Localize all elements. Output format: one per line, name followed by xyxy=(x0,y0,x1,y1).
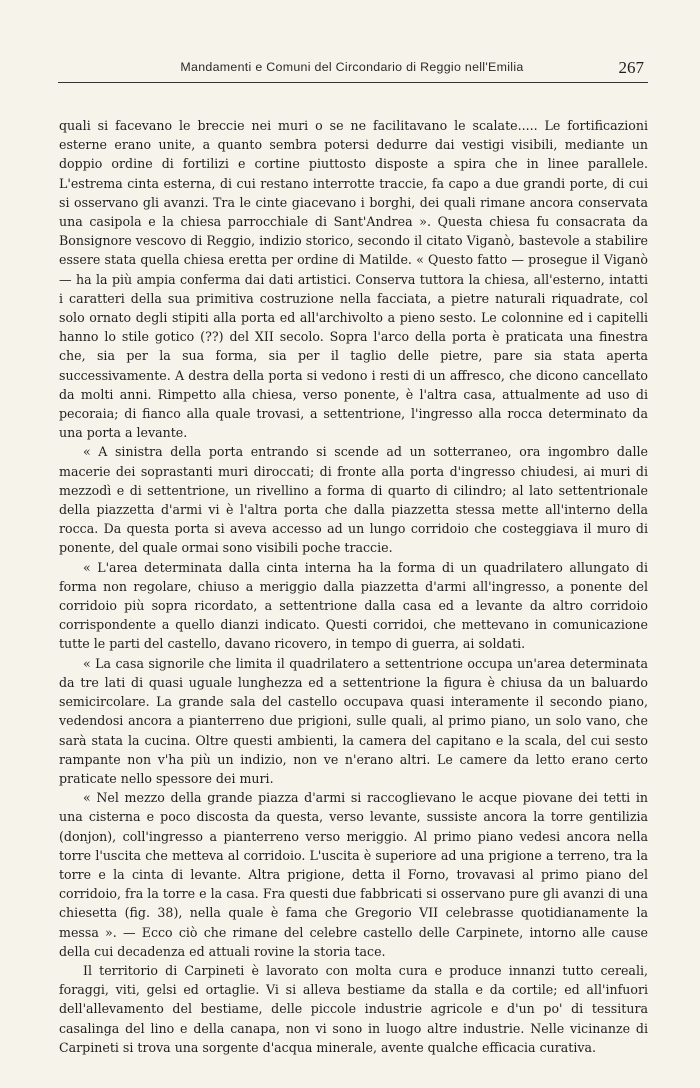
paragraph: « Nel mezzo della grande piazza d'armi si raccoglievano le acque piovane dei tetti in una cisterna e poco discosta da questa, verso levante, sussiste ancora la torre gentilizia (donjon), coll'ingresso a pianterreno verso meriggio. Al primo piano vedesi ancora nella torre l'uscita che metteva al corridoio. L'uscita è superiore ad una prigione a terreno, tra la torre e la cinta di levante. Altra prigione, detta il Forno, trovavasi al primo piano del corridoio, fra la torre e la casa. Fra questi due fabbricati si osservano pure gli avanzi di una chiesetta (fig. 38), nella quale è fama che Gregorio VII celebrasse quotidianamente la messa ». — Ecco ciò che rimane del celebre castello delle Carpinete, intorno alle cause della cui decadenza ed attuali rovine la storia tace. xyxy=(59,790,648,959)
page-number: 267 xyxy=(618,58,644,77)
paragraph: « L'area determinata dalla cinta interna ha la forma di un quadrilatero allungato di forma non regolare, chiuso a meriggio dalla piazzetta d'armi all'ingresso, a ponente del corridoio più sopra ricordato, a settentrione dalla casa ed a levante da altro corridoio corrispondente a quello dianzi indicato. Questi corridoi, che mettevano in comunicazione tutte le parti del castello, davano ricovero, in tempo di guerra, ai soldati. xyxy=(59,559,648,652)
running-title: Mandamenti e Comuni del Circondario di Reggio nell'Emilia xyxy=(180,60,524,74)
paragraph: « A sinistra della porta entrando si scende ad un sotterraneo, ora ingombro dalle macerie dei soprastanti muri diroccati; di fronte alla porta d'ingresso chiudesi, ai muri di mezzodì e di settentrione, un rivellino a forma di quarto di cilindro; al lato settentrionale della piazzetta d'armi vi è l'altra porta che dalla piazzetta stessa mette all'interno della rocca. Da questa porta si aveva accesso ad un lungo corridoio che costeggiava il muro di ponente, del quale ormai sono visibili poche traccie. xyxy=(59,444,648,556)
header-rule xyxy=(58,82,648,83)
page-header xyxy=(60,58,644,80)
paragraph: quali si facevano le breccie nei muri o se ne facilitavano le scalate..... Le fortificazioni esterne erano unite, a quanto sembra potersi dedurre dai vestigi visibili, mediante un doppio ordine di fortilizi e cortine piuttosto disposte a spira che in linee parallele. L'estrema cinta esterna, di cui restano interrotte traccie, fa capo a due grandi porte, di cui si osservano gli avanzi. Tra le cinte giacevano i borghi, dei quali rimane ancora conservata una casipola e la chiesa parrocchiale di Sant'Andrea ». Questa chiesa fu consacrata da Bonsignore vescovo di Reggio, indizio storico, secondo il citato Viganò, bastevole a stabilire essere stata quella chiesa eretta per ordine di Matilde. « Questo fatto — prosegue il Viganò — ha la più ampia conferma dai dati artistici. Conserva tuttora la chiesa, all'esterno, intatti i caratteri della sua primitiva costruzione nella facciata, a pietre naturali riquadrate, col solo ornato degli stipiti alla porta ed all'archivolto a pieno sesto. Le colonnine ed i capitelli hanno lo stile gotico (??) del XII secolo. Sopra l'arco della porta è praticata una finestra che, sia per la sua forma, sia per il taglio delle pietre, pare sia stata aperta successivamente. A destra della porta si vedono i resti di un affresco, che dicono cancellato da molti anni. Rimpetto alla chiesa, verso ponente, è l'altra casa, attualmente ad uso di pecoraia; di fianco alla quale trovasi, a settentrione, l'ingresso alla rocca determinato da una porta a levante. xyxy=(59,118,648,441)
paragraph: Il territorio di Carpineti è lavorato con molta cura e produce innanzi tutto cereali, foraggi, viti, gelsi ed ortaglie. Vi si alleva bestiame da stalla e da cortile; ed all'infuori dell'allevamento del bestiame, delle piccole industrie agricole e d'un po' di tessitura casalinga del lino e della canapa, non vi sono in luogo altre industrie. Nelle vicinanze di Carpineti si trova una sorgente d'acqua minerale, avente qualche efficacia curativa. xyxy=(59,962,648,1055)
paragraph: « La casa signorile che limita il quadrilatero a settentrione occupa un'area determinata da tre lati di quasi uguale lunghezza ed a settentrione la figura è chiusa da un baluardo semicircolare. La grande sala del castello occupava quasi interamente il secondo piano, vedendosi ancora a pianterreno due prigioni, sulle quali, al primo piano, un solo vano, che sarà stata la cucina. Oltre questi ambienti, la camera del capitano e la scala, del cui sesto rampante non v'ha più un indizio, non ve n'erano altri. Le camere da letto erano certo praticate nello spessore dei muri. xyxy=(59,655,648,786)
body-text xyxy=(59,116,648,1057)
